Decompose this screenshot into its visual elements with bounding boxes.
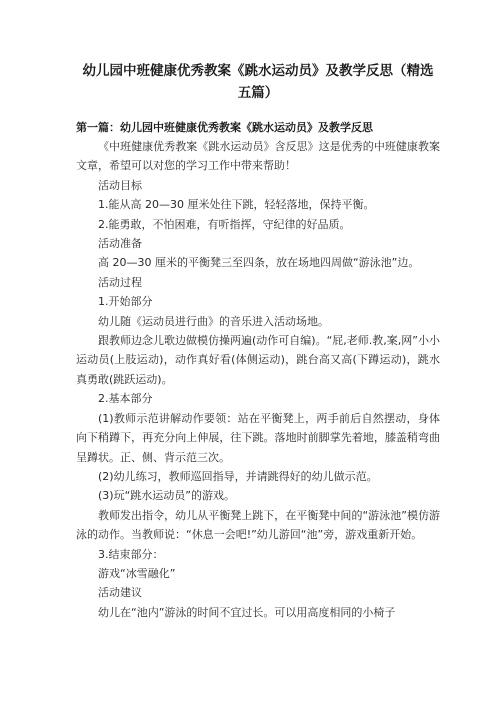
intro-paragraph: 《中班健康优秀教案《跳水运动员》含反思》这是优秀的中班健康教案文章，希望可以对您的学习工作中带来帮助！ xyxy=(76,140,440,173)
process-step-1-exercise: 跟教师边念儿歌边做模仿操两遍(动作可自编)。“屁,老师.教,案,网”小小运动员(上肢运动)，动作真好看(体侧运动)，跳台高又高(下蹲运动)，跳水真勇敢(跳跃运动)。 xyxy=(76,334,440,386)
subheading-activity-suggestions: 活动建议 xyxy=(98,586,142,600)
process-step-2-heading: 2.基本部分 xyxy=(98,392,153,406)
suggestion-paragraph: 幼儿在“池内”游泳的时间不宜过长。可以用高度相同的小椅子 xyxy=(98,605,396,619)
preparation-paragraph: 高 20—30 厘米的平衡凳三至四条，放在场地四周做“游泳池”边。 xyxy=(98,256,420,270)
process-step-1-heading: 1.开始部分 xyxy=(98,295,153,309)
process-step-2-game-rules: 教师发出指令，幼儿从平衡凳上跳下，在平衡凳中间的“游泳池”模仿游泳的动作。当教师说：“休息一会吧!”幼儿游回“池”旁，游戏重新开始。 xyxy=(76,508,440,542)
process-step-3-game: 游戏“冰雪融化” xyxy=(98,566,176,580)
process-step-3-heading: 3.结束部分： xyxy=(98,547,164,561)
subheading-activity-preparation: 活动准备 xyxy=(98,237,142,251)
section-heading: 第一篇：幼儿园中班健康优秀教案《跳水运动员》及教学反思 xyxy=(76,121,373,134)
process-step-1-text: 幼儿随《运动员进行曲》的音乐进入活动场地。 xyxy=(98,314,329,328)
subheading-activity-process: 活动过程 xyxy=(98,275,142,289)
process-step-2-game: (3)玩“跳水运动员”的游戏。 xyxy=(98,489,235,503)
goal-item-1: 1.能从高 20—30 厘米处往下跳，轻轻落地，保持平衡。 xyxy=(98,198,375,212)
goal-item-2: 2.能勇敢，不怕困难，有听指挥，守纪律的好品质。 xyxy=(98,217,351,231)
subheading-activity-goals: 活动目标 xyxy=(98,178,142,192)
process-step-2-demo: (1)教师示范讲解动作要领：站在平衡凳上，两手前后自然摆动，身体向下稍蹲下，再充分向上伸展，往下跳。落地时前脚掌先着地，膝盖稍弯曲呈蹲状。正、侧、背示范三次。 xyxy=(76,411,440,464)
document-title: 幼儿园中班健康优秀教案《跳水运动员》及教学反思（精选五篇） xyxy=(82,63,434,101)
process-step-2-practice: (2)幼儿练习，教师巡回指导，并请跳得好的幼儿做示范。 xyxy=(98,469,378,483)
